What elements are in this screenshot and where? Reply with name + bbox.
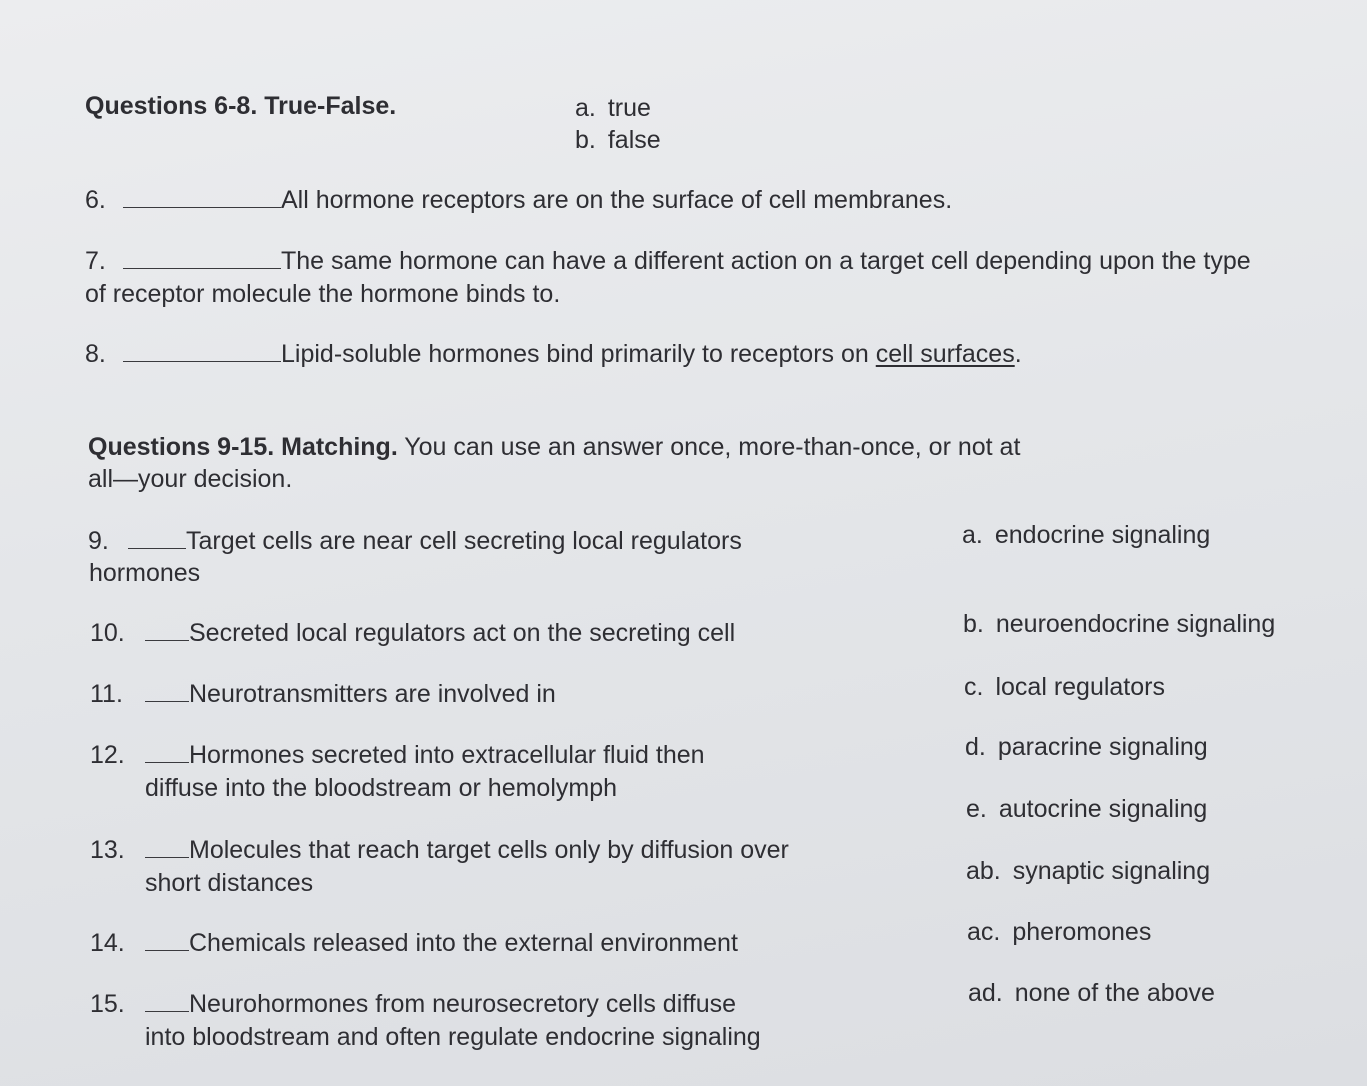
tf-question-7	[85, 247, 1251, 276]
question-number: 12.	[90, 741, 125, 769]
tf-option-a	[575, 94, 651, 123]
answer-letter: d.	[965, 733, 986, 761]
match-question-15-line2: into bloodstream and often regulate endocrine signaling	[145, 1023, 761, 1051]
question-text: Lipid-soluble hormones bind primarily to receptors on	[281, 340, 876, 368]
question-text: All hormone receptors are on the surface of cell membranes.	[281, 186, 953, 214]
match-answer-ab	[966, 857, 1210, 886]
tf-question-8	[85, 340, 1022, 369]
question-number: 10.	[90, 619, 125, 647]
question-number: 7.	[85, 247, 106, 275]
answer-letter: a.	[962, 521, 983, 549]
match-question-10	[90, 619, 735, 648]
answer-text: neuroendocrine signaling	[995, 610, 1276, 638]
question-number: 15.	[90, 990, 125, 1018]
question-number: 8.	[85, 340, 106, 368]
answer-text: autocrine signaling	[998, 795, 1208, 823]
option-text: false	[607, 126, 661, 154]
answer-text: local regulators	[995, 673, 1165, 701]
question-text: Target cells are near cell secreting local regulators	[186, 527, 742, 555]
match-question-15	[90, 990, 736, 1019]
answer-blank[interactable]	[145, 700, 189, 702]
question-text: Chemicals released into the external environment	[189, 929, 738, 957]
answer-letter: b.	[963, 610, 984, 638]
tf-heading: Questions 6-8. True-False.	[85, 92, 397, 120]
option-letter: a.	[575, 94, 596, 122]
question-text: Neurohormones from neurosecretory cells diffuse	[189, 990, 737, 1018]
matching-heading-rest: You can use an answer once, more-than-once, or not at	[397, 433, 1021, 461]
match-question-12-line2: diffuse into the bloodstream or hemolymph	[145, 774, 618, 802]
match-question-13-line2: short distances	[145, 869, 314, 897]
match-answer-b	[963, 610, 1275, 639]
match-answer-d	[965, 733, 1208, 762]
answer-text: pheromones	[1012, 918, 1152, 946]
answer-text: paracrine signaling	[997, 733, 1208, 761]
match-answer-ad	[968, 979, 1215, 1008]
answer-blank[interactable]	[145, 949, 189, 951]
answer-blank[interactable]	[145, 639, 189, 641]
answer-text: synaptic signaling	[1012, 857, 1211, 885]
match-question-11	[90, 680, 556, 709]
question-number: 13.	[90, 836, 125, 864]
question-number: 9.	[88, 527, 109, 555]
answer-letter: c.	[964, 673, 984, 701]
match-question-14	[90, 929, 738, 958]
answer-blank[interactable]	[128, 547, 186, 549]
answer-text: none of the above	[1014, 979, 1215, 1007]
option-text: true	[607, 94, 651, 122]
answer-blank[interactable]	[123, 206, 281, 208]
match-answer-c	[964, 673, 1165, 702]
answer-text: endocrine signaling	[994, 521, 1211, 549]
tf-question-6	[85, 186, 952, 215]
match-question-13	[90, 836, 789, 865]
answer-letter: ab.	[966, 857, 1001, 885]
option-letter: b.	[575, 126, 596, 154]
answer-letter: e.	[966, 795, 987, 823]
match-question-9	[88, 527, 742, 556]
question-text: Molecules that reach target cells only by diffusion over	[189, 836, 789, 864]
match-question-12	[90, 741, 705, 770]
question-number: 14.	[90, 929, 125, 957]
match-answer-ac	[967, 918, 1151, 947]
answer-letter: ac.	[967, 918, 1001, 946]
answer-blank[interactable]	[123, 267, 281, 269]
matching-heading-bold: Questions 9-15. Matching.	[88, 433, 398, 461]
question-text-end: .	[1014, 340, 1022, 368]
answer-blank[interactable]	[145, 856, 189, 858]
answer-blank[interactable]	[145, 761, 189, 763]
question-text: Secreted local regulators act on the secreting cell	[189, 619, 736, 647]
question-text: Hormones secreted into extracellular fluid then	[189, 741, 705, 769]
tf-question-7-line2: of receptor molecule the hormone binds to.	[85, 280, 561, 308]
match-question-9-line2: hormones	[89, 559, 201, 587]
question-text: The same hormone can have a different action on a target cell depending upon the type	[281, 247, 1251, 275]
question-number: 6.	[85, 186, 106, 214]
matching-heading	[88, 433, 1020, 462]
answer-blank[interactable]	[145, 1010, 189, 1012]
match-answer-a	[962, 521, 1210, 550]
tf-option-b	[575, 126, 661, 155]
question-number: 11.	[90, 680, 123, 708]
matching-heading-line2: all—your decision.	[88, 465, 293, 493]
question-text: Neurotransmitters are involved in	[189, 680, 556, 708]
underlined-phrase: cell surfaces	[875, 340, 1015, 368]
answer-blank[interactable]	[123, 360, 281, 362]
answer-letter: ad.	[968, 979, 1003, 1007]
match-answer-e	[966, 795, 1207, 824]
